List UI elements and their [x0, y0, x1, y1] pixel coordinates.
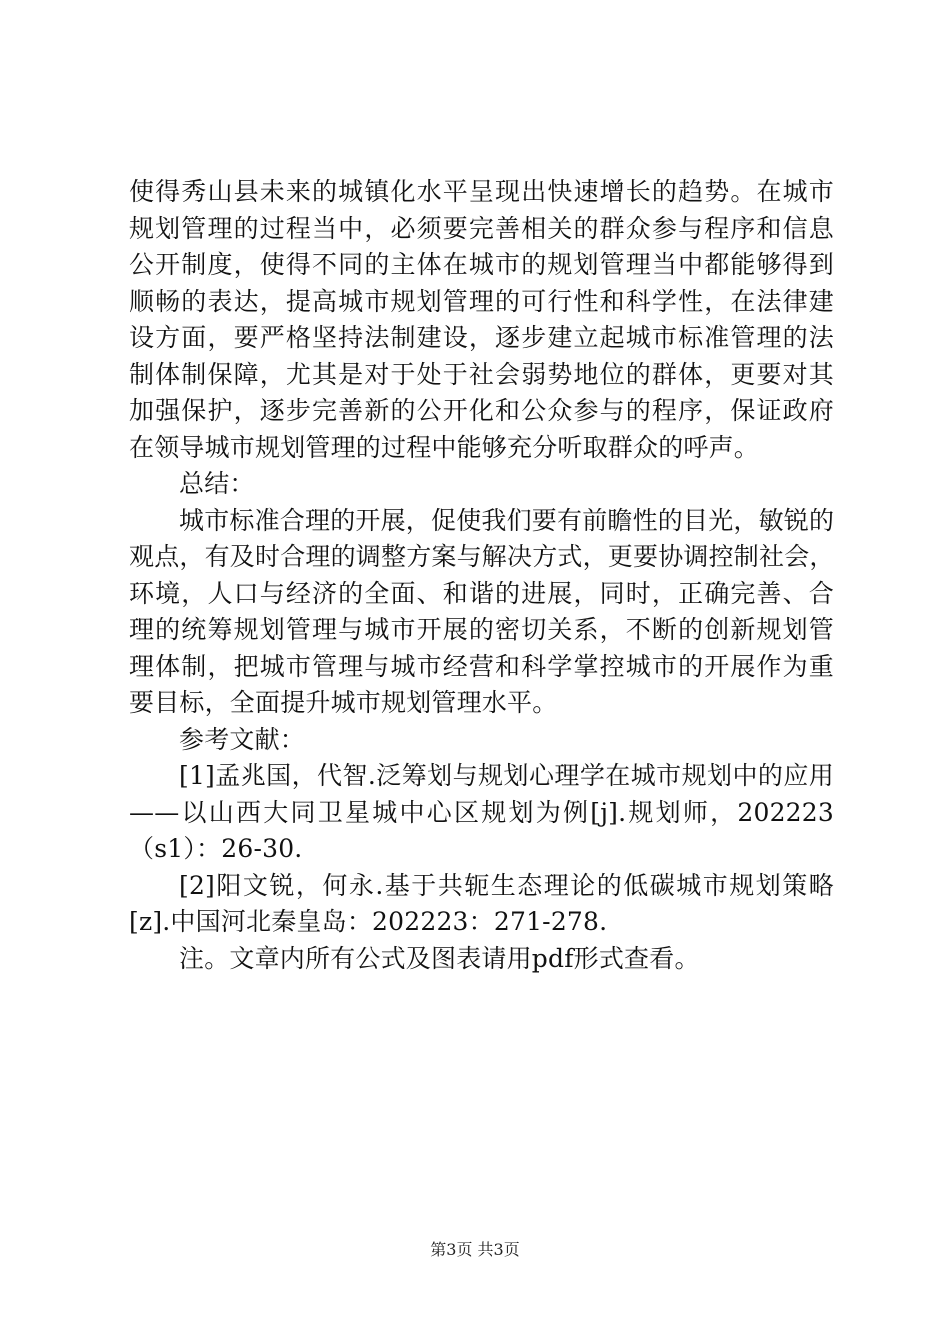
reference-line: ——以山西大同卫星城中心区规划为例[j].规划师，202223 [129, 797, 834, 827]
text-line: 理的统筹规划管理与城市开展的密切关系，不断的创新规划管 [129, 615, 834, 644]
text-line: 环境，人口与经济的全面、和谐的进展，同时，正确完善、合 [129, 578, 834, 608]
text-line: 城市标准合理的开展，促使我们要有前瞻性的目光，敏锐的 [179, 505, 835, 535]
text-line: 理体制，把城市管理与城市经营和科学掌控城市的开展作为重 [129, 651, 834, 681]
text-line: 公开制度，使得不同的主体在城市的规划管理当中都能够得到 [129, 250, 834, 279]
document-body [129, 174, 834, 977]
section-heading-summary: 总结： [179, 469, 255, 498]
text-line: 规划管理的过程当中，必须要完善相关的群众参与程序和信息 [129, 213, 834, 243]
text-line: 观点，有及时合理的调整方案与解决方式，更要协调控制社会， [129, 542, 835, 571]
section-heading-references: 参考文献： [179, 724, 306, 754]
text-line: 制体制保障，尤其是对于处于社会弱势地位的群体，更要对其 [129, 359, 834, 389]
reference-line: [z].中国河北秦皇岛：202223：271-278. [129, 907, 608, 936]
text-line: 顺畅的表达，提高城市规划管理的可行性和科学性，在法律建 [129, 286, 834, 316]
reference-line: （s1）：26-30. [129, 834, 303, 863]
page-footer: 第3页 共3页 [430, 1240, 520, 1259]
text-line: 使得秀山县未来的城镇化水平呈现出快速增长的趋势。在城市 [129, 177, 834, 206]
reference-line: [2]阳文锐，何永.基于共轭生态理论的低碳城市规划策略 [179, 870, 834, 900]
text-line: 加强保护，逐步完善新的公开化和公众参与的程序，保证政府 [129, 396, 834, 425]
text-line: 要目标，全面提升城市规划管理水平。 [129, 688, 558, 717]
text-line: 设方面，要严格坚持法制建设，逐步建立起城市标准管理的法 [129, 323, 834, 352]
reference-line: [1]孟兆国，代智.泛筹划与规划心理学在城市规划中的应用 [179, 761, 834, 790]
note-line: 注。文章内所有公式及图表请用pdf形式查看。 [179, 943, 700, 973]
text-line: 在领导城市规划管理的过程中能够充分听取群众的呼声。 [129, 432, 760, 462]
